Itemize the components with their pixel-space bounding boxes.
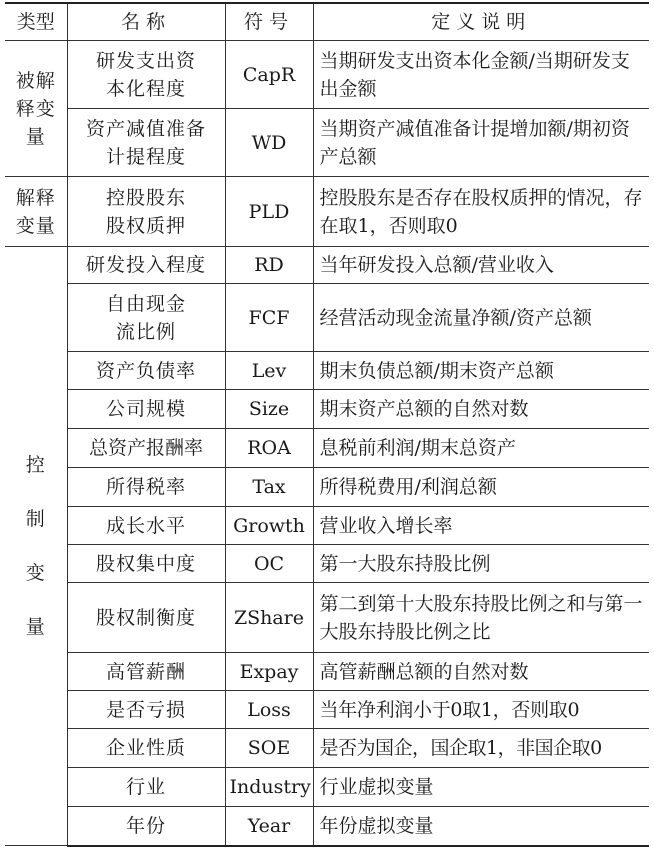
var-definition: 息税前利润/期末总资产	[313, 429, 649, 468]
var-name: 企业性质	[67, 729, 225, 768]
var-definition: 期末资产总额的自然对数	[313, 390, 649, 429]
var-symbol: PLD	[225, 177, 313, 247]
group-explanatory: 解释变量	[5, 177, 67, 247]
var-symbol: Loss	[225, 691, 313, 729]
var-definition: 高管薪酬总额的自然对数	[313, 653, 649, 691]
var-name: 控股股东股权质押	[67, 177, 225, 247]
var-name: 年份	[67, 807, 225, 846]
var-symbol: ROA	[225, 429, 313, 468]
var-definition: 当期资产减值准备计提增加额/期初资产总额	[313, 109, 649, 177]
var-name: 成长水平	[67, 507, 225, 545]
var-definition: 营业收入增长率	[313, 507, 649, 545]
header-definition: 定义说明	[313, 3, 649, 41]
table-row	[5, 177, 649, 247]
var-definition: 期末负债总额/期末资产总额	[313, 352, 649, 390]
table-row	[5, 352, 649, 390]
var-name: 研发支出资本化程度	[67, 41, 225, 109]
var-name: 公司规模	[67, 390, 225, 429]
group-control-char: 制	[25, 508, 46, 530]
var-name: 股权集中度	[67, 545, 225, 583]
var-symbol: ZShare	[225, 583, 313, 653]
var-definition: 当年研发投入总额/营业收入	[313, 247, 649, 284]
table-row	[5, 653, 649, 691]
var-name: 股权制衡度	[67, 583, 225, 653]
variable-definition-table	[5, 2, 649, 847]
var-definition: 年份虚拟变量	[313, 807, 649, 846]
var-symbol: FCF	[225, 284, 313, 352]
var-definition: 当年净利润小于0取1，否则取0	[313, 691, 649, 729]
var-symbol: Size	[225, 390, 313, 429]
var-definition: 第一大股东持股比例	[313, 545, 649, 583]
var-symbol: Expay	[225, 653, 313, 691]
table-row	[5, 284, 649, 352]
variable-definition-table-container	[5, 2, 649, 847]
table-row	[5, 468, 649, 507]
table-row	[5, 807, 649, 846]
header-type: 类型	[5, 3, 67, 41]
var-name: 所得税率	[67, 468, 225, 507]
var-symbol: Growth	[225, 507, 313, 545]
var-symbol: WD	[225, 109, 313, 177]
var-definition: 所得税费用/利润总额	[313, 468, 649, 507]
table-row	[5, 390, 649, 429]
group-control	[5, 247, 67, 846]
var-name: 总资产报酬率	[67, 429, 225, 468]
var-name: 高管薪酬	[67, 653, 225, 691]
table-row	[5, 729, 649, 768]
table-row	[5, 583, 649, 653]
var-definition: 第二到第十大股东持股比例之和与第一大股东持股比例之比	[313, 583, 649, 653]
table-row	[5, 109, 649, 177]
var-symbol: Year	[225, 807, 313, 846]
var-definition: 经营活动现金流量净额/资产总额	[313, 284, 649, 352]
header-symbol: 符号	[225, 3, 313, 41]
var-name: 资产负债率	[67, 352, 225, 390]
table-row	[5, 768, 649, 807]
var-symbol: Tax	[225, 468, 313, 507]
var-definition: 当期研发支出资本化金额/当期研发支出金额	[313, 41, 649, 109]
var-symbol: CapR	[225, 41, 313, 109]
group-explained: 被解释变量	[5, 41, 67, 177]
var-name: 是否亏损	[67, 691, 225, 729]
var-name: 资产减值准备计提程度	[67, 109, 225, 177]
var-symbol: Lev	[225, 352, 313, 390]
var-symbol: RD	[225, 247, 313, 284]
table-header-row	[5, 3, 649, 41]
table-row	[5, 247, 649, 284]
var-name: 研发投入程度	[67, 247, 225, 284]
header-name: 名称	[67, 3, 225, 41]
var-definition: 控股股东是否存在股权质押的情况，存在取1，否则取0	[313, 177, 649, 247]
var-name: 行业	[67, 768, 225, 807]
var-symbol: SOE	[225, 729, 313, 768]
var-symbol: OC	[225, 545, 313, 583]
var-definition: 行业虚拟变量	[313, 768, 649, 807]
group-control-char: 控	[25, 454, 46, 476]
table-row	[5, 545, 649, 583]
var-symbol: Industry	[225, 768, 313, 807]
table-row	[5, 429, 649, 468]
var-name: 自由现金流比例	[67, 284, 225, 352]
group-control-char: 量	[25, 616, 46, 638]
group-control-char: 变	[25, 562, 46, 584]
table-row	[5, 507, 649, 545]
var-definition: 是否为国企，国企取1，非国企取0	[313, 729, 649, 768]
table-row	[5, 41, 649, 109]
table-row	[5, 691, 649, 729]
